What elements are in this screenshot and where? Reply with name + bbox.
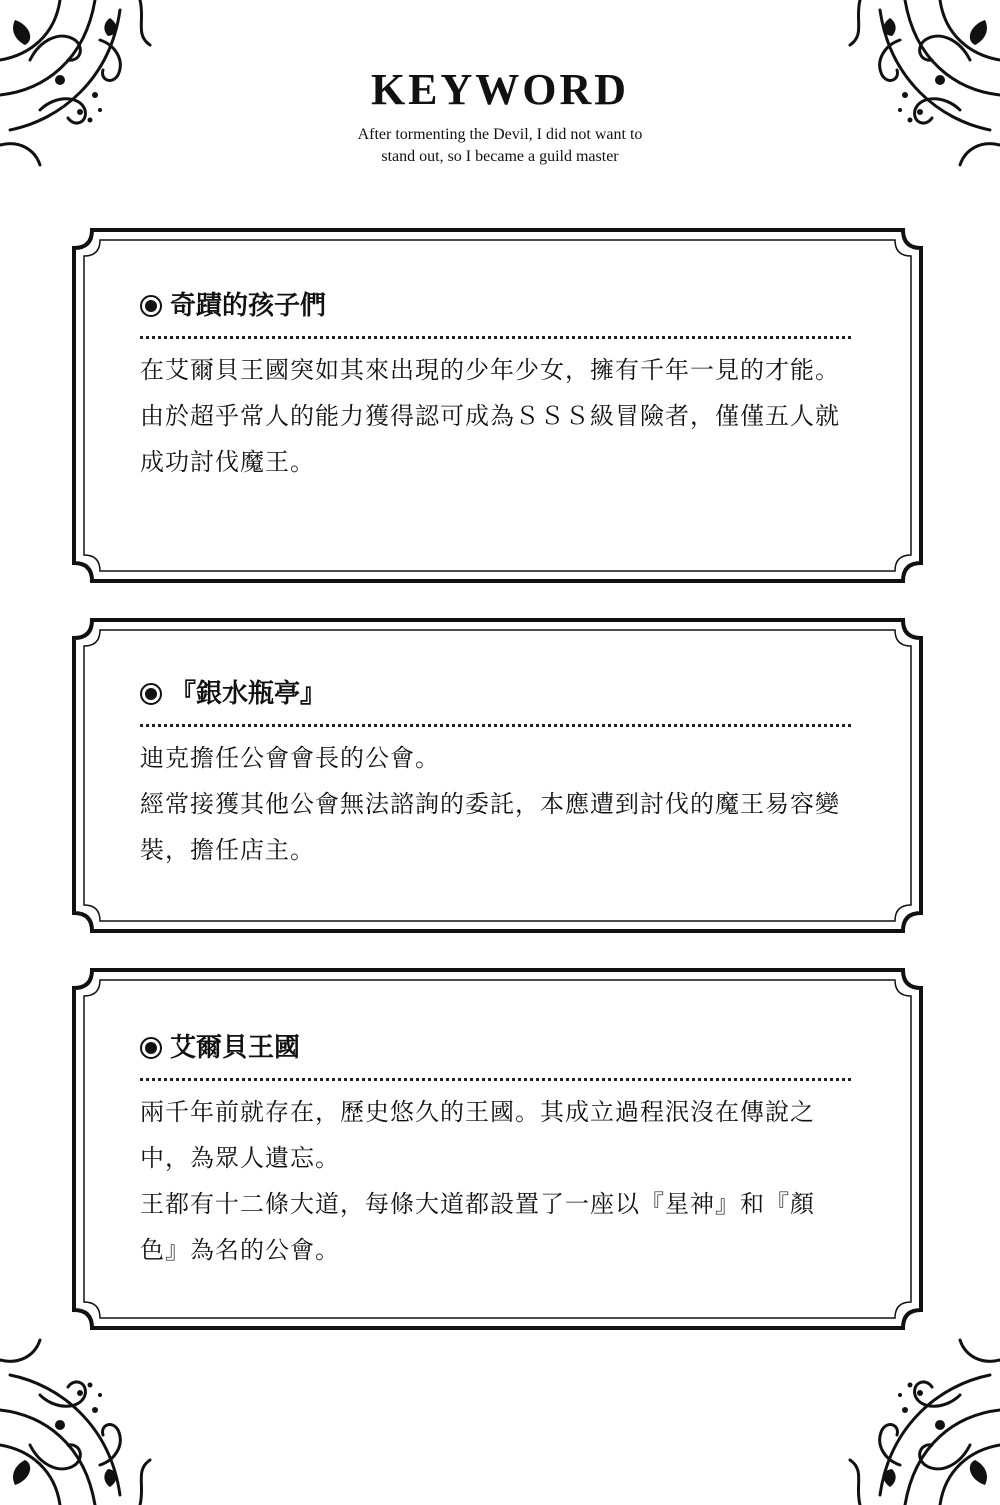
card-paragraph: 迪克擔任公會會長的公會。 xyxy=(140,744,440,772)
bullseye-bullet-icon xyxy=(140,1037,162,1059)
card-content xyxy=(140,1030,851,1273)
card-heading xyxy=(140,676,851,712)
flourish-icon xyxy=(830,1335,1000,1505)
card-content xyxy=(140,288,851,485)
card-heading-text: 艾爾貝王國 xyxy=(170,1033,301,1063)
keyword-card-1 xyxy=(72,228,923,583)
card-paragraph: 由於超乎常人的能力獲得認可成為ＳＳＳ級冒險者，僅僅五人就成功討伐魔王。 xyxy=(140,402,840,476)
corner-ornament-bottom-right xyxy=(830,1335,1000,1505)
card-heading xyxy=(140,288,851,324)
flourish-icon xyxy=(0,1335,170,1505)
card-content xyxy=(140,676,851,873)
dotted-divider xyxy=(140,336,851,339)
bullseye-bullet-icon xyxy=(140,295,162,317)
card-heading xyxy=(140,1030,851,1066)
dotted-divider xyxy=(140,724,851,727)
bullseye-bullet-icon xyxy=(140,683,162,705)
card-heading-text: 『銀水瓶亭』 xyxy=(170,679,327,709)
corner-ornament-bottom-left xyxy=(0,1335,170,1505)
keyword-card-2 xyxy=(72,618,923,933)
page-title: KEYWORD xyxy=(370,65,630,114)
card-paragraph: 王都有十二條大道，每條大道都設置了一座以『星神』和『顏色』為名的公會。 xyxy=(140,1190,815,1264)
keyword-card-3 xyxy=(72,968,923,1330)
subtitle-line-1: After tormenting the Devil, I did not want to xyxy=(357,126,643,143)
page-header xyxy=(0,60,1000,168)
page-subtitle xyxy=(0,124,1000,168)
card-paragraph: 在艾爾貝王國突如其來出現的少年少女，擁有千年一見的才能。 xyxy=(140,356,840,384)
card-paragraph: 經常接獲其他公會無法諮詢的委託，本應遭到討伐的魔王易容變裝，擔任店主。 xyxy=(140,790,840,864)
card-paragraph: 兩千年前就存在，歷史悠久的王國。其成立過程泯沒在傳說之中，為眾人遺忘。 xyxy=(140,1098,815,1172)
dotted-divider xyxy=(140,1078,851,1081)
subtitle-line-2: stand out, so I became a guild master xyxy=(381,148,619,165)
card-heading-text: 奇蹟的孩子們 xyxy=(170,291,327,321)
